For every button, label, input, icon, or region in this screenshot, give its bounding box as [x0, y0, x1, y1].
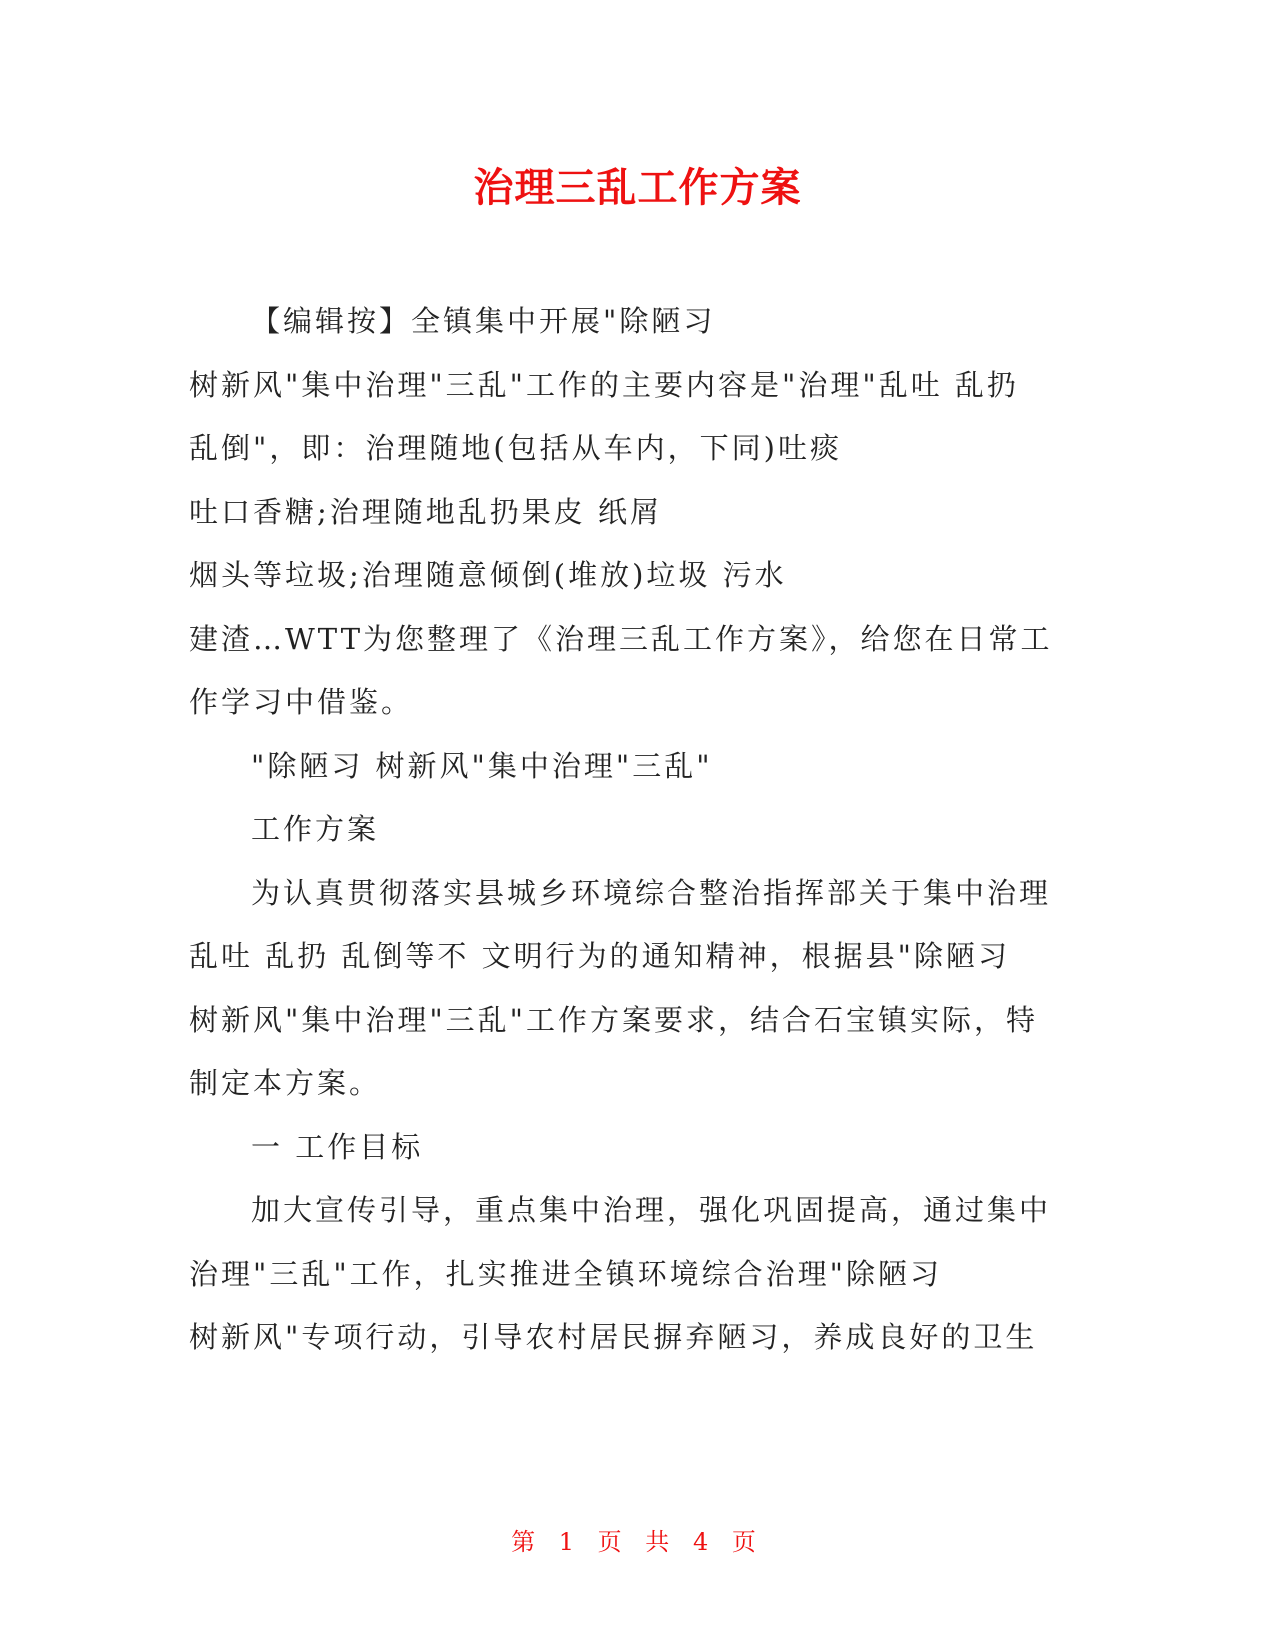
document-body [189, 290, 1089, 1370]
body-line: 【编辑按】全镇集中开展"除陋习 [251, 304, 716, 338]
page-number-footer: 第 1 页 共 4 页 [511, 1528, 764, 1556]
body-line: 树新风"集中治理"三乱"工作的主要内容是"治理"乱吐 乱扔 [189, 367, 1019, 402]
body-line: 树新风"专项行动，引导农村居民摒弃陋习，养成良好的卫生 [189, 1320, 1038, 1354]
body-line: 工作方案 [251, 812, 380, 846]
body-line: 一 工作目标 [251, 1129, 424, 1164]
body-line: "除陋习 树新风"集中治理"三乱" [251, 748, 713, 783]
body-line: 烟头等垃圾;治理随意倾倒(堆放)垃圾 污水 [189, 558, 787, 592]
body-line: 建渣…WTT为您整理了《治理三乱工作方案》，给您在日常工 [189, 621, 1053, 656]
body-line: 乱倒"，即：治理随地(包括从车内，下同)吐痰 [189, 431, 842, 465]
body-line: 加大宣传引导，重点集中治理，强化巩固提高，通过集中 [251, 1193, 1052, 1227]
document-title: 治理三乱工作方案 [473, 165, 802, 211]
body-line: 制定本方案。 [189, 1066, 382, 1100]
body-line: 乱吐 乱扔 乱倒等不 文明行为的通知精神，根据县"除陋习 [189, 939, 1010, 973]
body-line: 治理"三乱"工作，扎实推进全镇环境综合治理"除陋习 [189, 1256, 943, 1291]
body-line: 为认真贯彻落实县城乡环境综合整治指挥部关于集中治理 [251, 875, 1052, 910]
body-line: 作学习中借鉴。 [189, 685, 414, 719]
body-line: 吐口香糖;治理随地乱扔果皮 纸屑 [189, 494, 662, 529]
body-line: 树新风"集中治理"三乱"工作方案要求，结合石宝镇实际，特 [189, 1002, 1039, 1037]
